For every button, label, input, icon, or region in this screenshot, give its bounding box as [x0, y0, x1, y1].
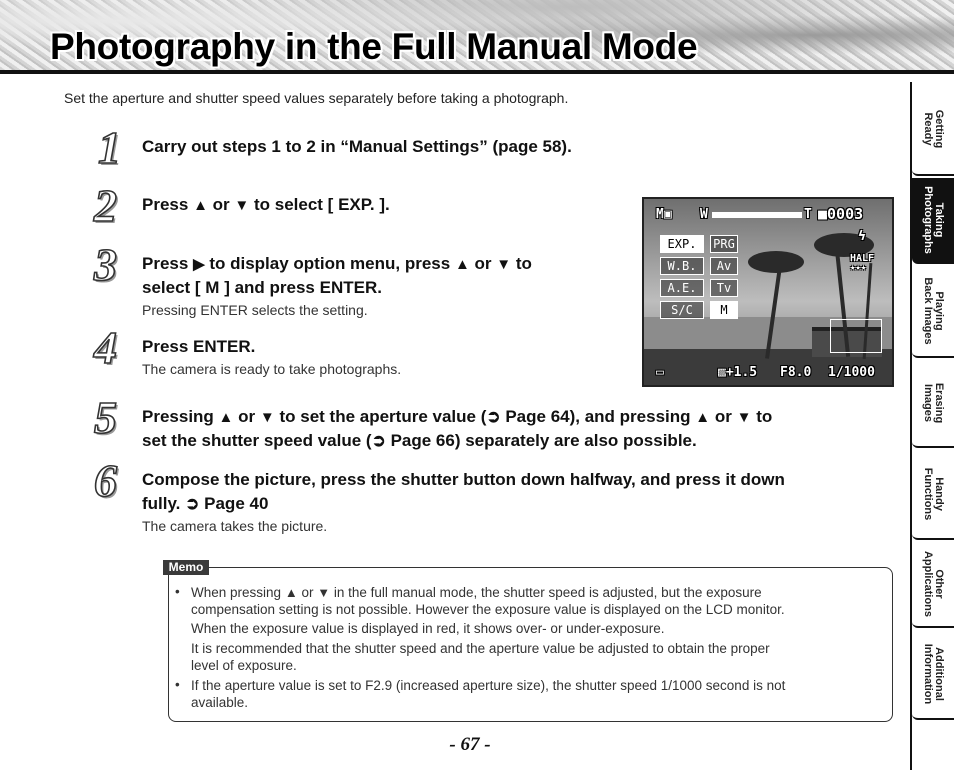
tab-getting-ready[interactable]: Getting Ready — [912, 84, 954, 176]
page-number: - 67 - — [449, 734, 491, 755]
tab-other-applications[interactable]: Other Applications — [912, 542, 954, 628]
bullet-icon: • — [175, 584, 180, 599]
tab-additional-information[interactable]: Additional Information — [912, 630, 954, 720]
memo-label: Memo — [163, 560, 209, 575]
up-triangle-icon: ▲ — [695, 409, 711, 426]
page-reference-icon: ➲ — [486, 407, 501, 426]
right-triangle-icon: ▶ — [193, 256, 205, 273]
memo-bullet-1-line5: level of exposure. — [191, 658, 297, 673]
half-indicator: HALF — [850, 253, 875, 264]
memo-bullet-1-line4: It is recommended that the shutter speed and the aperture value be adjusted to obtain the proper — [191, 641, 770, 656]
lcd-option-tv: Tv — [710, 279, 738, 297]
step-4-note: The camera is ready to take photographs. — [142, 361, 402, 377]
zoom-tele-label: T — [804, 207, 812, 222]
lcd-menu-exp: EXP. — [660, 235, 704, 253]
lcd-option-prg: PRG — [710, 235, 738, 253]
aperture-readout: F8.0 — [780, 365, 812, 380]
tab-playing-back-images[interactable]: Playing Back Images — [912, 266, 954, 358]
lcd-menu-sc: S/C — [660, 301, 704, 319]
lcd-menu-wb: W.B. — [660, 257, 704, 275]
bullet-icon: • — [175, 677, 180, 692]
down-triangle-icon: ▼ — [317, 585, 331, 600]
step-number-6: 6 — [94, 455, 117, 506]
memo-bullet-1-line2: compensation setting is not possible. However the exposure value is displayed on the LCD monitor. — [191, 602, 785, 617]
step-1-title: Carry out steps 1 to 2 in “Manual Settings” (page 58). — [142, 137, 572, 156]
zoom-bar — [712, 212, 802, 218]
step-number-5: 5 — [94, 392, 117, 443]
tab-handy-functions[interactable]: Handy Functions — [912, 450, 954, 540]
memo-bullet-1-line3: When the exposure value is displayed in red, it shows over- or under-exposure. — [191, 621, 665, 636]
step-3-note: Pressing ENTER selects the setting. — [142, 302, 368, 318]
step-number-3: 3 — [94, 239, 117, 290]
shot-counter: ■0003 — [818, 205, 864, 223]
tab-erasing-images[interactable]: Erasing Images — [912, 360, 954, 448]
lcd-menu-ae: A.E. — [660, 279, 704, 297]
page-title: Photography in the Full Manual Mode — [50, 26, 698, 67]
step-number-4: 4 — [94, 322, 117, 373]
step-5-title-line2: set the shutter speed value (➲ Page 66) separately are also possible. — [142, 431, 697, 450]
memo-bullet-1-line1: When pressing ▲ or ▼ in the full manual mode, the shutter speed is adjusted, but the exposure — [191, 585, 762, 600]
intro-text: Set the aperture and shutter speed values separately before taking a photograph. — [64, 90, 569, 106]
exposure-compensation-icon: ▨ — [718, 365, 726, 380]
step-6-title-line2: fully. ➲ Page 40 — [142, 494, 269, 513]
focus-frame — [830, 319, 882, 353]
step-6-note: The camera takes the picture. — [142, 518, 328, 534]
memory-card-icon: ■ — [818, 205, 828, 223]
up-triangle-icon: ▲ — [193, 197, 208, 214]
down-triangle-icon: ▼ — [234, 197, 250, 214]
step-3-title-line2: select [ M ] and press ENTER. — [142, 278, 382, 297]
step-2-title: Press ▲ or ▼ to select [ EXP. ]. — [142, 193, 390, 218]
quality-stars-icon: ★★★ — [850, 263, 867, 273]
memo-bullet-2-line1: If the aperture value is set to F2.9 (increased aperture size), the shutter speed 1/1000 second is not — [191, 678, 786, 693]
step-number-1: 1 — [98, 122, 121, 173]
down-triangle-icon: ▼ — [259, 409, 275, 426]
tab-taking-photographs[interactable]: Taking Photographs — [912, 178, 954, 264]
step-4-title: Press ENTER. — [142, 337, 256, 356]
step-5-title-line1: Pressing ▲ or ▼ to set the aperture value (➲ Page 64), and pressing ▲ or ▼ to — [142, 405, 772, 430]
step-number-2: 2 — [94, 180, 117, 231]
lcd-option-m: M — [710, 301, 738, 319]
up-triangle-icon: ▲ — [454, 256, 470, 273]
camera-icon: ▣ — [663, 207, 672, 222]
step-3-title-line1: Press ▶ to display option menu, press ▲ or ▼ to — [142, 252, 532, 277]
up-triangle-icon: ▲ — [284, 585, 298, 600]
down-triangle-icon: ▼ — [496, 256, 512, 273]
palm-crown — [748, 251, 804, 273]
mode-indicator: M▣ — [656, 207, 672, 222]
memo-bullet-2-line2: available. — [191, 695, 249, 710]
camera-lcd-screenshot — [642, 197, 894, 387]
flash-icon: ϟ — [858, 229, 866, 244]
battery-icon: ▭ — [656, 365, 664, 380]
down-triangle-icon: ▼ — [736, 409, 752, 426]
page-reference-icon: ➲ — [371, 431, 386, 450]
lcd-option-av: Av — [710, 257, 738, 275]
shutter-readout: 1/1000 — [828, 365, 875, 380]
zoom-wide-label: W — [700, 207, 708, 222]
up-triangle-icon: ▲ — [218, 409, 234, 426]
page-reference-icon: ➲ — [185, 494, 200, 513]
exposure-readout: ▨+1.5 — [718, 365, 758, 380]
step-6-title-line1: Compose the picture, press the shutter button down halfway, and press it down — [142, 470, 785, 489]
